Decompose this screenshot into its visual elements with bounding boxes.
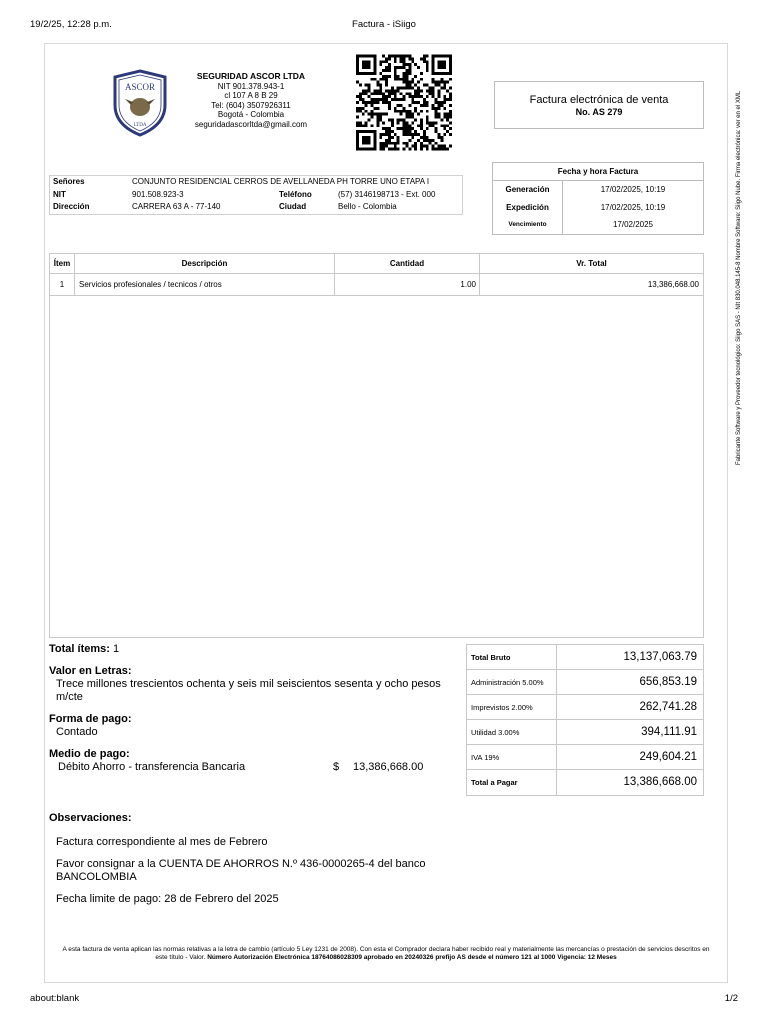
- date-box: [492, 162, 704, 235]
- cell-item: 1: [50, 274, 75, 295]
- company-phone: Tel: (604) 3507926311: [211, 100, 291, 110]
- observaciones-line: Favor consignar a la CUENTA DE AHORROS N.º 436-0000265-4 del banco BANCOLOMBIA: [56, 858, 426, 883]
- client-row-senores: [50, 176, 462, 189]
- valor-letras-label: Valor en Letras:: [49, 665, 132, 677]
- client-label: Señores: [53, 177, 85, 186]
- table-header: [50, 254, 703, 274]
- logo-text: ASCOR: [124, 82, 156, 92]
- totals-row: [467, 770, 703, 795]
- totals-value: 13,386,668.00: [623, 776, 697, 788]
- client-nit: 901.508.923-3: [132, 189, 184, 199]
- totals-value: 656,853.19: [639, 676, 697, 688]
- client-label: NIT: [53, 189, 66, 199]
- date-value: 17/02/2025: [612, 220, 654, 230]
- client-phone: (57) 3146198713 - Ext. 000: [338, 189, 436, 199]
- total-items-label: Total ítems:: [49, 643, 110, 655]
- logo-subtext: LTDA: [133, 123, 147, 128]
- date-label: Generación: [493, 181, 563, 199]
- observaciones-label: Observaciones:: [49, 812, 132, 824]
- forma-pago-label: Forma de pago:: [49, 713, 132, 725]
- medio-pago: [49, 748, 459, 774]
- company-info: [181, 72, 321, 129]
- date-value: 17/02/2025, 10:19: [600, 185, 666, 194]
- totals-value: 262,741.28: [639, 701, 697, 713]
- forma-pago: [49, 713, 459, 739]
- total-items-value: 1: [112, 643, 120, 655]
- totals-label: Imprevistos 2.00%: [467, 695, 557, 719]
- forma-pago-value: Contado: [56, 726, 98, 738]
- vendor-side-text: Fabricante Software y Proveedor tecnológico: Siigo SAS - NIt 830.048.145-8 Nombre Software: Siigo Nube. Firma electrónica: ver en el XML: [736, 90, 742, 465]
- items-table: [49, 253, 704, 638]
- totals-value: 394,111.91: [641, 726, 697, 738]
- invoice-title-box: [494, 81, 704, 129]
- legal-body: A esta factura de venta aplican las normas relativas a la letra de cambio (artículo 5 Ley 1231 de 2008). Con esta el Comprador declara haber recibido real y materialmente las mercancías o prestación de servicios descritos en este título - Valor.: [62, 946, 710, 961]
- client-row-direccion: [50, 201, 462, 214]
- header-total: Vr. Total: [576, 259, 607, 268]
- totals-label: IVA 19%: [467, 745, 557, 769]
- qr-code: [356, 53, 452, 152]
- date-row-vencimiento: [493, 216, 703, 234]
- totals-label: Total Bruto: [467, 645, 557, 669]
- total-items: [49, 643, 459, 656]
- legal-authorization: Número Autorización Electrónica 18764086028309 aprobado en 20240326 prefijo AS desde el número 121 al 1000 Vigencia: 12 Meses: [207, 954, 617, 961]
- cell-cantidad: 1.00: [335, 274, 480, 295]
- client-row-nit: [50, 189, 462, 202]
- invoice-number: No. AS 279: [575, 107, 623, 117]
- totals-row: [467, 745, 703, 770]
- valor-letras: [49, 665, 459, 704]
- client-label: Ciudad: [279, 202, 307, 211]
- invoice-title: Factura electrónica de venta: [529, 94, 669, 106]
- cell-descripcion: Servicios profesionales / tecnicos / otros: [75, 274, 335, 295]
- medio-pago-desc: Débito Ahorro - transferencia Bancaria: [58, 761, 246, 773]
- print-url: about:blank: [30, 993, 80, 1004]
- client-label: Dirección: [53, 202, 90, 211]
- medio-pago-label: Medio de pago:: [49, 748, 130, 760]
- company-nit: NIT 901.378.943-1: [217, 81, 285, 91]
- header-descripcion: Descripción: [75, 254, 335, 273]
- totals-row: [467, 670, 703, 695]
- date-label: Expedición: [493, 199, 563, 217]
- client-label: Teléfono: [279, 189, 312, 199]
- observaciones-line: Factura correspondiente al mes de Febrero: [56, 835, 268, 848]
- company-email: seguridadascorltda@gmail.com: [194, 119, 308, 129]
- medio-pago-currency: $: [333, 761, 340, 773]
- qr-modules: [356, 55, 452, 151]
- print-page: 1/2: [724, 993, 738, 1004]
- print-title: Factura - iSiigo: [352, 19, 416, 30]
- company-name: SEGURIDAD ASCOR LTDA: [196, 71, 306, 81]
- client-box: [49, 175, 463, 215]
- valor-letras-value: Trece millones trescientos ochenta y seis mil seiscientos sesenta y ocho pesos m/cte: [56, 678, 441, 703]
- totals-row: [467, 695, 703, 720]
- client-city: Bello - Colombia: [338, 202, 397, 211]
- totals-label: Administración 5.00%: [467, 670, 557, 694]
- totals-value: 249,604.21: [639, 751, 697, 763]
- table-row: [50, 274, 703, 296]
- totals-table: [466, 644, 704, 796]
- date-row-generacion: [493, 181, 703, 199]
- totals-value: 13,137,063.79: [623, 651, 697, 663]
- totals-row: [467, 720, 703, 745]
- date-value: 17/02/2025, 10:19: [600, 202, 666, 212]
- invoice-sheet: [44, 43, 728, 983]
- client-name: CONJUNTO RESIDENCIAL CERROS DE AVELLANEDA PH TORRE UNO ETAPA I: [132, 177, 430, 186]
- date-box-header: Fecha y hora Factura: [493, 163, 703, 181]
- print-datetime: 19/2/25, 12:28 p.m.: [30, 19, 112, 30]
- observaciones-line: Fecha limite de pago: 28 de Febrero del 2025: [56, 893, 279, 905]
- totals-label: Utilidad 3.00%: [467, 720, 557, 744]
- header-item: Ítem: [50, 254, 75, 273]
- company-address: cl 107 A 8 B 29: [224, 91, 278, 100]
- totals-label: Total a Pagar: [467, 770, 557, 795]
- date-label: Vencimiento: [493, 216, 563, 234]
- company-logo: [111, 69, 169, 137]
- client-address: CARRERA 63 A - 77-140: [132, 202, 221, 211]
- legal-text: [61, 946, 711, 962]
- medio-pago-amount: 13,386,668.00: [353, 761, 424, 773]
- date-row-expedicion: [493, 199, 703, 217]
- company-city: Bogotá - Colombia: [217, 110, 285, 119]
- totals-row: [467, 645, 703, 670]
- cell-total: 13,386,668.00: [647, 280, 699, 289]
- observaciones: [49, 812, 479, 916]
- medio-pago-row: [49, 761, 459, 774]
- summary: [49, 643, 459, 783]
- header-cantidad: Cantidad: [335, 254, 480, 273]
